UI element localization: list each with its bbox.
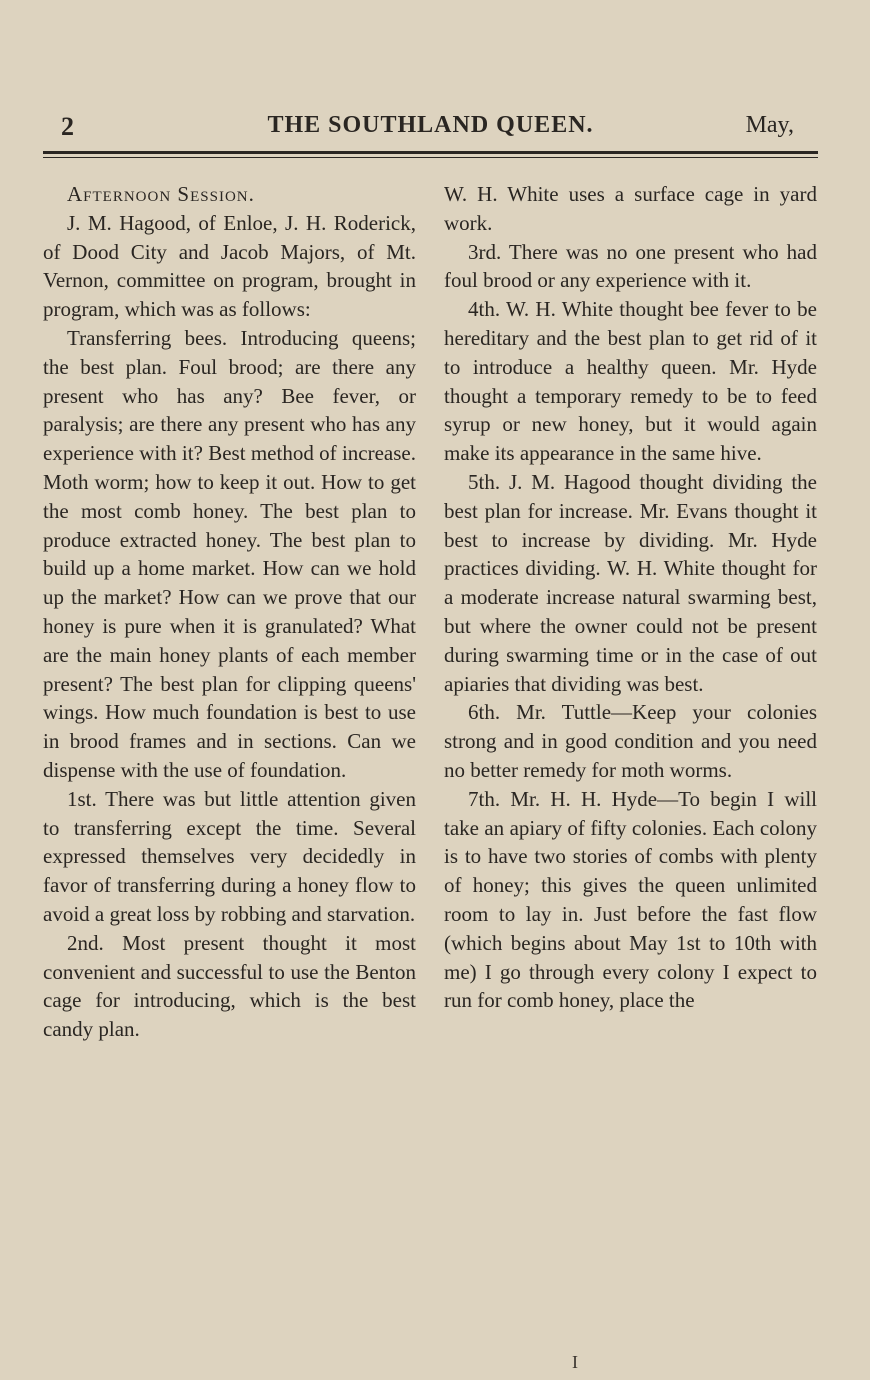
journal-title: THE SOUTHLAND QUEEN. <box>267 112 594 138</box>
paragraph-sixth-topic: 6th. Mr. Tuttle—Keep your colonies strong and in good condition and you need no better remedy for moth worms. <box>444 700 817 782</box>
paragraph-committee: J. M. Hagood, of Enloe, J. H. Roderick, of Dood City and Jacob Majors, of Mt. Vernon, committee on program, brought in program, which was as follows: <box>43 210 416 322</box>
paragraph-seventh-topic: 7th. Mr. H. H. Hyde—To begin I will take an apiary of fifty colonies. Each colony is to have two stories of combs with plenty of honey; this gives the queen unlimited room to lay in. Just before the fast flow (which begins about May 1st to 10th with me) I go through every colony I expect to run for comb honey, place the <box>444 786 817 1013</box>
paragraph-second-topic: 2nd. Most present thought it most convenient and successful to use the Benton cage for introducing, which is the best candy plan. <box>43 930 416 1042</box>
paragraph-first-topic: 1st. There was but little attention given to transferring except the time. Several expressed themselves very decidedly in favor of transferring during a honey flow to avoid a great loss by robbing and starvation. <box>43 786 416 926</box>
paragraph-program-topics: Transferring bees. Introducing queens; the best plan. Foul brood; are there any present who has any? Bee fever, or paralysis; are there any present who has any experience with it? Best method of increase. Moth worm; how to keep it out. How to get the most comb honey. The best plan to produce extracted honey. The best plan to build up a home market. How can we hold up the market? How can we prove that our honey is pure when it is granulated? What are the main honey plants of each member present? The best plan for clipping queens' wings. How much foundation is best to use in brood frames and in sections. Can we dispense with the use of foundation. <box>43 325 416 782</box>
left-column <box>43 180 416 1044</box>
page-number: 2 <box>61 112 74 141</box>
header-rule-thick <box>43 151 818 154</box>
header-rule-thin <box>43 157 818 158</box>
right-column <box>444 180 817 1015</box>
issue-month: May, <box>745 112 794 138</box>
section-heading: Afternoon Session. <box>67 182 255 206</box>
paragraph-third-topic: 3rd. There was no one present who had foul brood or any experience with it. <box>444 239 817 293</box>
page-header <box>43 112 818 148</box>
paragraph-continuation: W. H. White uses a surface cage in yard work. <box>444 182 817 235</box>
paragraph-fourth-topic: 4th. W. H. White thought bee fever to be hereditary and the best plan to get rid of it to introduce a healthy queen. Mr. Hyde thought a temporary remedy to be to feed syrup or new honey, but it would again make its appearance in the same hive. <box>444 297 817 466</box>
footer-mark: I <box>572 1352 578 1372</box>
paragraph-fifth-topic: 5th. J. M. Hagood thought dividing the best plan for increase. Mr. Evans thought it best to increase by dividing. Mr. Hyde practices dividing. W. H. White thought for a moderate increase natural swarming best, but where the owner could not be present during swarming time or in the case of out apiaries that dividing was best. <box>444 469 817 696</box>
